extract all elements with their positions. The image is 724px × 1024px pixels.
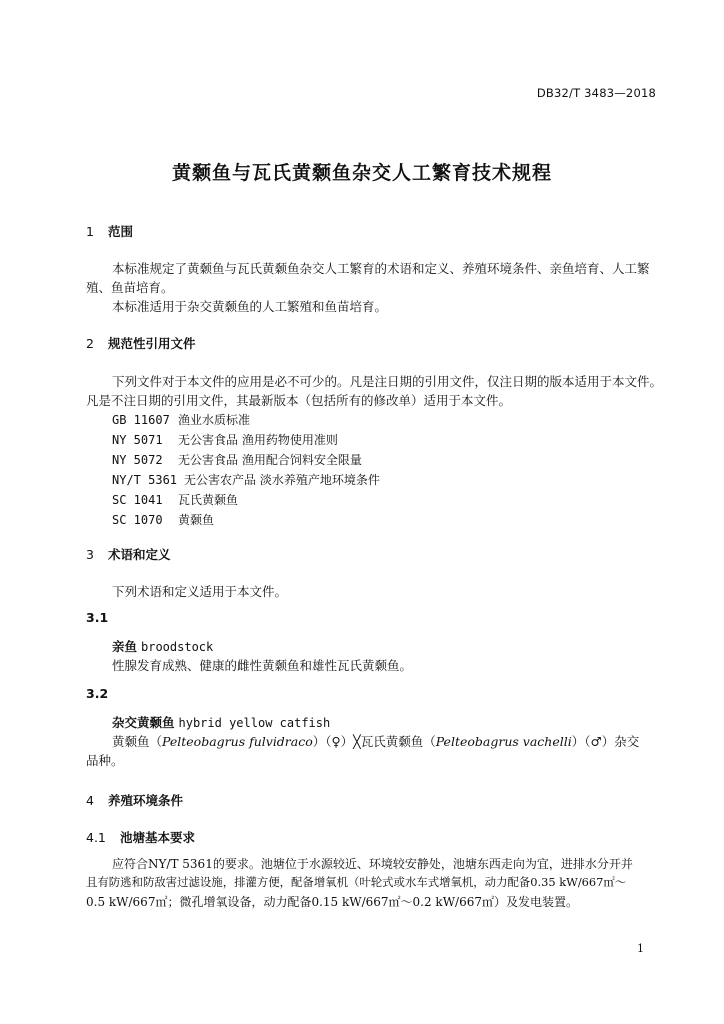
page-number: 1 xyxy=(637,942,644,955)
reference-name: 无公害食品 渔用药物使用准则 xyxy=(178,433,338,447)
reference-code: SC 1041 xyxy=(112,493,163,507)
reference-item xyxy=(112,471,380,488)
section-title: 养殖环境条件 xyxy=(108,793,184,808)
scientific-name: Pelteobagrus vachelli xyxy=(435,734,572,749)
reference-item xyxy=(112,451,362,468)
reference-name: 无公害农产品 淡水养殖产地环境条件 xyxy=(184,473,380,487)
term-heading xyxy=(112,637,213,655)
reference-code: GB 11607 xyxy=(112,413,170,427)
reference-code: SC 1070 xyxy=(112,513,163,527)
reference-name: 黄颡鱼 xyxy=(178,513,215,527)
section-4-heading xyxy=(86,791,183,809)
paragraph: 本标准适用于杂交黄颡鱼的人工繁殖和鱼苗培育。 xyxy=(112,299,388,314)
reference-item xyxy=(112,511,214,528)
paragraph-line: 本标准规定了黄颡鱼与瓦氏黄颡鱼杂交人工繁育的术语和定义、养殖环境条件、亲鱼培育、人工繁 xyxy=(112,261,650,276)
reference-item xyxy=(112,431,338,448)
definition-text: ）（♂）杂交 xyxy=(571,734,640,749)
section-1-heading xyxy=(86,222,133,240)
scientific-name: Pelteobagrus fulvidraco xyxy=(162,734,313,749)
paragraph-line: 殖、鱼苗培育。 xyxy=(86,280,174,295)
document-code-header: DB32/T 3483—2018 xyxy=(536,86,656,100)
section-title: 术语和定义 xyxy=(108,547,171,562)
term-chinese: 杂交黄颡鱼 xyxy=(112,715,175,730)
reference-name: 渔业水质标准 xyxy=(178,413,251,427)
term-number: 3.1 xyxy=(86,610,109,625)
reference-item xyxy=(112,491,238,508)
section-title: 规范性引用文件 xyxy=(108,336,196,351)
definition-text: 黄颡鱼（ xyxy=(112,734,163,749)
section-number: 4 xyxy=(86,793,94,808)
reference-code: NY 5071 xyxy=(112,433,163,447)
paragraph-line: 0.5 kW/667㎡；微孔增氧设备，动力配备0.15 kW/667㎡～0.2 kW/667㎡）及发电装置。 xyxy=(86,895,578,909)
paragraph-line: 下列文件对于本文件的应用是必不可少的。凡是注日期的引用文件，仅注日期的版本适用于本文件。 xyxy=(112,374,663,389)
term-definition xyxy=(112,732,639,750)
term-chinese: 亲鱼 xyxy=(112,639,138,654)
term-english: broodstock xyxy=(141,640,214,654)
term-english: hybrid yellow catfish xyxy=(178,716,331,730)
term-definition: 性腺发育成熟、健康的雌性黄颡鱼和雄性瓦氏黄颡鱼。 xyxy=(112,658,413,673)
section-title: 范围 xyxy=(108,224,134,239)
paragraph: 下列术语和定义适用于本文件。 xyxy=(112,584,288,599)
section-number: 1 xyxy=(86,224,94,239)
section-3-heading xyxy=(86,545,171,563)
section-number: 2 xyxy=(86,336,94,351)
section-2-heading xyxy=(86,334,196,352)
reference-name: 瓦氏黄颡鱼 xyxy=(178,493,239,507)
paragraph-line: 凡是不注日期的引用文件，其最新版本（包括所有的修改单）适用于本文件。 xyxy=(86,393,512,408)
subsection-number: 4.1 xyxy=(86,830,106,845)
document-title: 黄颡鱼与瓦氏黄颡鱼杂交人工繁育技术规程 xyxy=(171,162,552,184)
subsection-4-1-heading xyxy=(86,828,195,846)
paragraph-line: 应符合NY/T 5361的要求。池塘位于水源较近、环境较安静处，池塘东西走向为宜，进排水分开并 xyxy=(112,857,633,871)
section-number: 3 xyxy=(86,547,94,562)
reference-item xyxy=(112,411,250,428)
definition-text: ）（♀）╳瓦氏黄颡鱼（ xyxy=(312,734,436,749)
reference-code: NY 5072 xyxy=(112,453,163,467)
term-heading xyxy=(112,713,330,731)
term-number: 3.2 xyxy=(86,686,109,701)
term-definition-continuation: 品种。 xyxy=(86,753,124,768)
subsection-title: 池塘基本要求 xyxy=(120,830,196,845)
reference-name: 无公害食品 渔用配合饲料安全限量 xyxy=(178,453,362,467)
paragraph-line: 且有防逃和防敌害过滤设施，排灌方便，配备增氧机（叶轮式或水车式增氧机，动力配备0.35 kW/667㎡～ xyxy=(86,875,627,889)
reference-code: NY/T 5361 xyxy=(112,473,178,487)
